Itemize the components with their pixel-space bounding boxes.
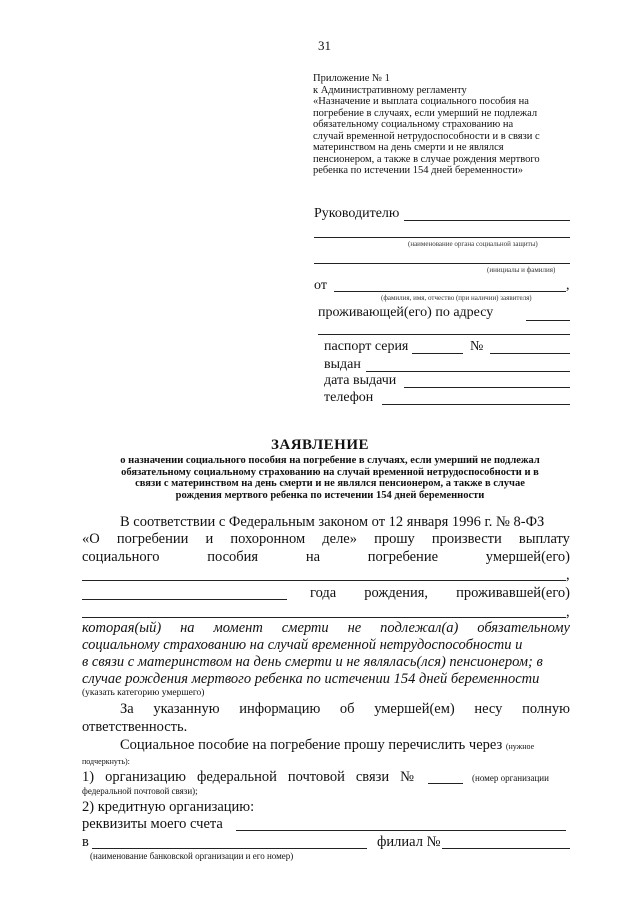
appendix-line: ребенка по истечении 154 дней беременности»	[313, 165, 523, 176]
word: на	[180, 620, 195, 636]
body-line-3	[82, 549, 570, 566]
passport-series-field[interactable]	[412, 353, 463, 354]
deceased-address-field[interactable]	[82, 617, 566, 618]
initials-field[interactable]	[314, 263, 570, 264]
word: проживавшей(его)	[456, 585, 570, 601]
word: умершей(ем)	[374, 701, 455, 717]
word: рождения,	[364, 585, 429, 601]
applicant-name-field[interactable]	[334, 291, 566, 292]
word: информацию	[239, 701, 321, 717]
word: погребение	[367, 549, 439, 565]
word: указанную	[153, 701, 220, 717]
transfer-note: (нужное	[505, 742, 535, 751]
word: За	[120, 701, 134, 717]
body-line-2	[82, 531, 570, 548]
word: прошу	[374, 531, 415, 547]
word: умершей(его)	[485, 549, 570, 565]
italic-line-1	[82, 620, 570, 637]
passport-number-field[interactable]	[490, 353, 570, 354]
appendix-line: обязательному социальному страхованию на	[313, 119, 514, 130]
appendix-line: «Назначение и выплата социального пособия на	[313, 96, 529, 107]
word: погребении	[116, 531, 189, 547]
caption-category: (указать категорию умершего)	[82, 688, 205, 698]
option-1[interactable]	[82, 769, 414, 786]
caption-initials: (инициалы и фамилия)	[487, 266, 556, 274]
responsibility-line-1	[120, 701, 570, 718]
page-number: 31	[318, 38, 331, 53]
phone-field[interactable]	[382, 404, 570, 405]
word: не	[347, 620, 362, 636]
appendix-line: к Административному регламенту	[313, 84, 467, 96]
subtitle-line: связи с материнством на день смерти и не являлся пенсионером, а также в случае	[135, 478, 525, 489]
option-2[interactable]: 2) кредитную организацию:	[82, 799, 255, 815]
bank-name-field[interactable]	[92, 848, 367, 849]
account-field[interactable]	[236, 830, 566, 831]
comma: ,	[566, 278, 570, 293]
issued-by-field[interactable]	[366, 371, 570, 372]
word: смерти	[281, 620, 329, 636]
transfer-main: Социальное пособие на погребение прошу перечислить через	[120, 737, 503, 753]
issue-date-field[interactable]	[404, 387, 570, 388]
word: почтовой	[287, 769, 345, 785]
post-office-number-field[interactable]	[428, 783, 463, 784]
italic-line-2: социальному страхованию на случай временной нетрудоспособности и	[82, 637, 523, 653]
to-label: Руководителю	[314, 206, 400, 221]
number-sign: №	[470, 339, 484, 354]
word: об	[339, 701, 355, 717]
passport-label: паспорт серия	[324, 339, 409, 354]
comma-3: ,	[566, 604, 570, 620]
word: организацию	[105, 769, 186, 785]
word: пособия	[207, 549, 259, 565]
italic-line-3: в связи с материнством на день смерти и не являлась(лся) пенсионером; в	[82, 654, 543, 670]
branch-number-field[interactable]	[442, 848, 570, 849]
subtitle-line: о назначении социального пособия на погребение в случаях, если умерший не подлежал	[120, 455, 540, 466]
account-label: реквизиты моего счета	[82, 816, 223, 832]
word: похоронном	[230, 531, 306, 547]
appendix-line: материнством на день смерти и не являлся	[313, 142, 504, 153]
word: деле»	[322, 531, 357, 547]
word: обязательному	[477, 620, 570, 636]
org-name-field[interactable]	[314, 237, 570, 238]
word: 1)	[82, 769, 95, 785]
word: «О	[82, 531, 100, 547]
address-field-2[interactable]	[318, 334, 570, 335]
from-label: от	[314, 278, 327, 293]
document-title: ЗАЯВЛЕНИЕ	[270, 437, 370, 453]
word: социального	[82, 549, 160, 565]
word: полную	[522, 701, 570, 717]
word: №	[400, 769, 414, 785]
responsibility-line-2: ответственность.	[82, 719, 188, 735]
branch-label: филиал №	[377, 834, 441, 850]
issue-date-label: дата выдачи	[324, 373, 397, 388]
document-subtitle	[80, 455, 580, 501]
head-name-field[interactable]	[404, 220, 570, 221]
transfer-note-2: подчеркнуть):	[82, 757, 130, 766]
appendix-line: погребение в случаях, если умерший не подлежал	[313, 107, 538, 119]
address-field[interactable]	[526, 320, 570, 321]
appendix-block	[313, 73, 540, 177]
appendix-line: случай временной нетрудоспособности и в связи с	[313, 130, 540, 142]
transfer-text	[120, 737, 534, 754]
deceased-name-field[interactable]	[82, 580, 566, 581]
word: которая(ый)	[82, 620, 162, 636]
appendix-line: Приложение № 1	[313, 73, 390, 84]
word: подлежал(а)	[380, 620, 459, 636]
option-1-note: (номер организации	[472, 773, 549, 783]
phone-label: телефон	[324, 390, 374, 405]
appendix-line: пенсионером, а также в случае рождения мертвого	[313, 153, 540, 165]
word: несу	[474, 701, 503, 717]
subtitle-line: обязательному социальному страхованию на случай временной нетрудоспособности и в	[121, 466, 539, 478]
comma-2: ,	[566, 567, 570, 583]
word: момент	[213, 620, 263, 636]
caption-applicant: (фамилия, имя, отчество (при наличии) заявителя)	[381, 294, 532, 302]
option-1-note-2: федеральной почтовой связи);	[82, 786, 198, 796]
issued-label: выдан	[324, 357, 361, 372]
caption-org: (наименование органа социальной защиты)	[408, 240, 538, 248]
word: федеральной	[196, 769, 277, 785]
italic-line-4: случае рождения мертвого ребенка по истечении 154 дней беременности	[82, 671, 540, 687]
word: и	[205, 531, 214, 547]
word: на	[305, 549, 321, 565]
in-label: в	[82, 834, 89, 850]
subtitle-line: рождения мертвого ребенка по истечении 154 дней беременности	[175, 489, 485, 501]
birth-year-field[interactable]	[82, 599, 287, 600]
word: года	[310, 585, 337, 601]
body-line-1: В соответствии с Федеральным законом от 12 января 1996 г. № 8-ФЗ	[120, 514, 545, 530]
word: произвести	[431, 531, 502, 547]
body-line-5	[310, 585, 570, 602]
word: выплату	[518, 531, 570, 547]
caption-bank: (наименование банковской организации и его номер)	[90, 851, 294, 861]
address-label: проживающей(его) по адресу	[318, 305, 494, 320]
word: связи	[355, 769, 390, 785]
